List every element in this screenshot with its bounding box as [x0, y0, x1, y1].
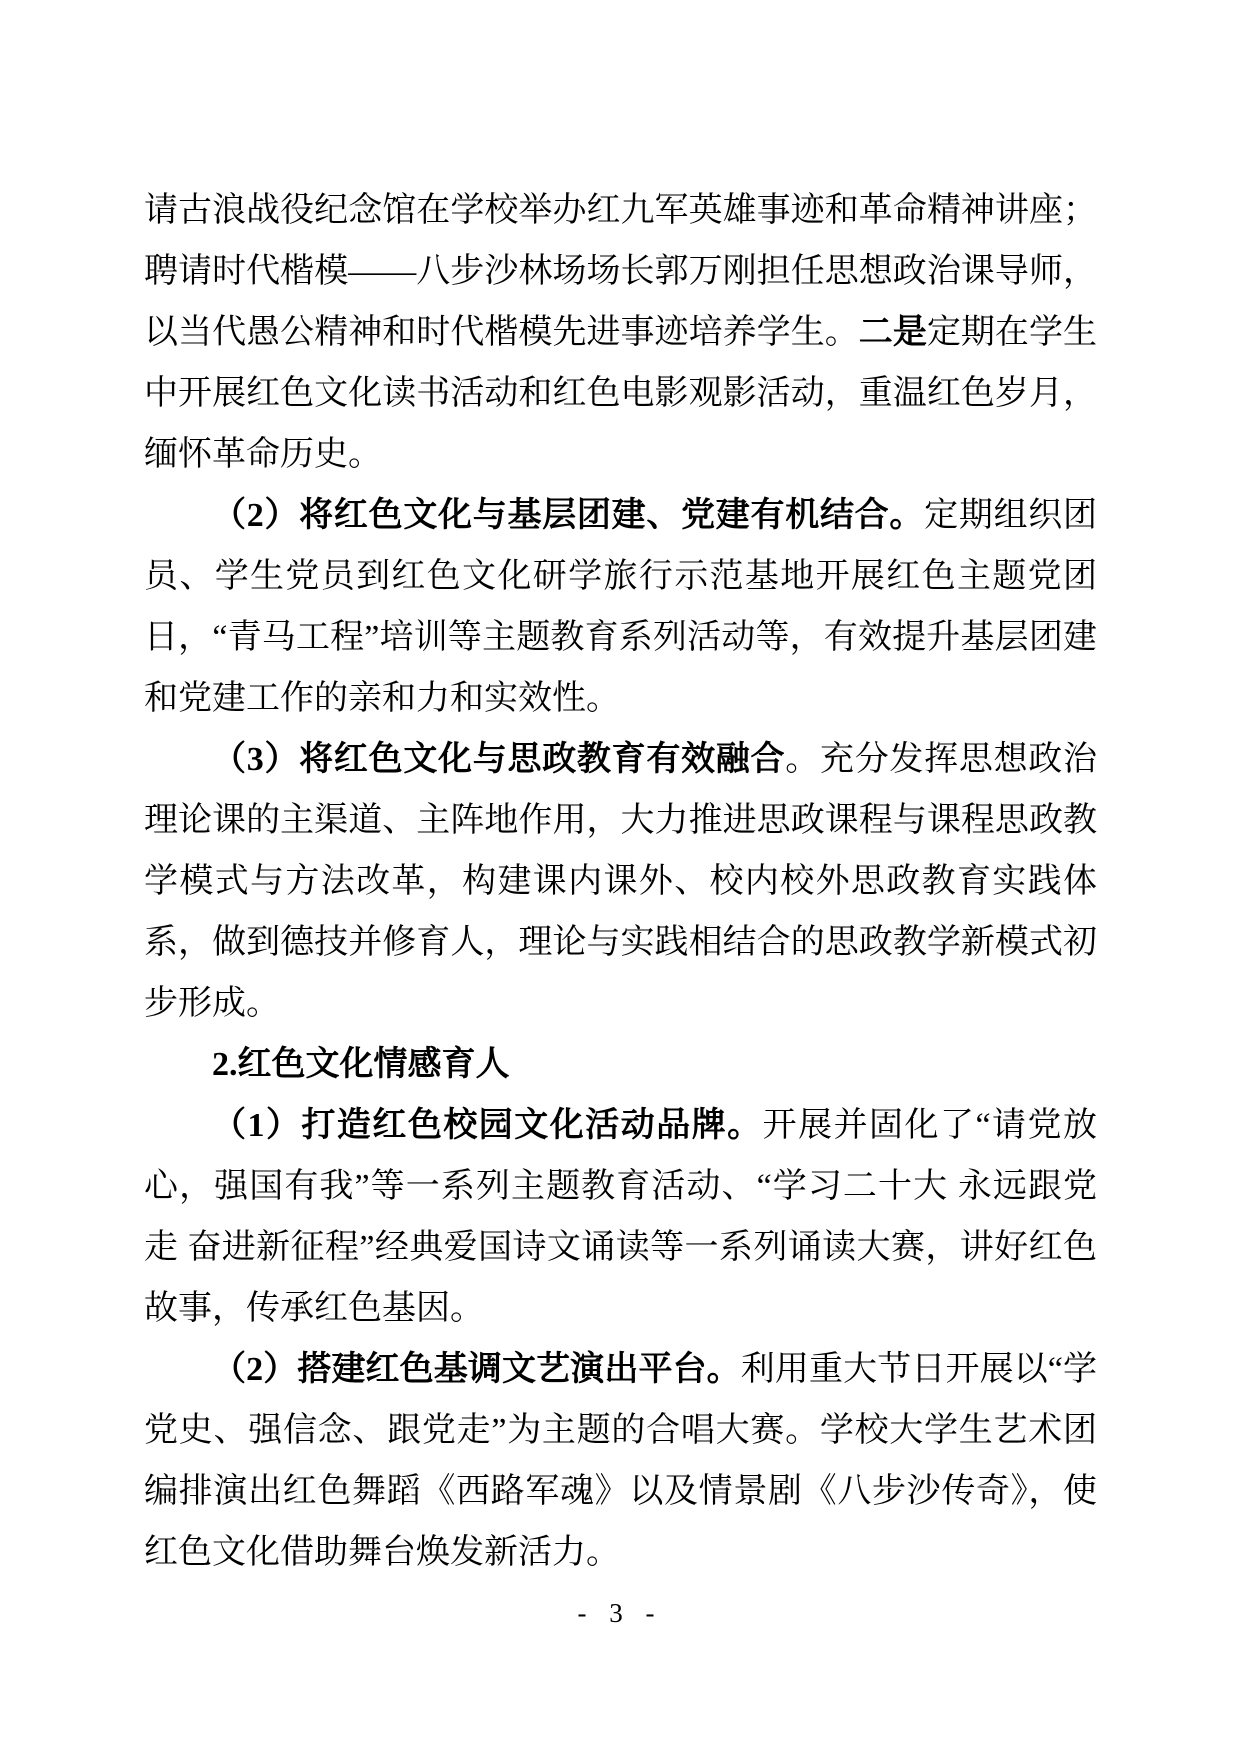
text-run: 定期在学生中开展红色文化读书活动和红色电影观影活动，重温红色岁月，缅怀革命历史。 — [144, 314, 1098, 473]
paragraph — [144, 729, 1097, 1034]
paragraph — [144, 1095, 1097, 1339]
bold-text-run: （3）将红色文化与思政教育有效融合 — [212, 741, 786, 778]
document-body — [144, 180, 1097, 1583]
bold-text-run: （2）将红色文化与基层团建、党建有机结合。 — [212, 497, 925, 534]
paragraph — [144, 1034, 1097, 1095]
text-run: 开展并固化了“请党放心，强国有我”等一系列主题教育活动、“学习二十大 永远跟党走 奋进新征程”经典爱国诗文诵读等一系列诵读大赛，讲好红色故事，传承红色基因。 — [144, 1107, 1098, 1327]
bold-text-run: （1）打造红色校园文化活动品牌。 — [212, 1107, 763, 1144]
text-run: 。充分发挥思想政治理论课的主渠道、主阵地作用，大力推进思政课程与课程思政教学模式与方法改革，构建课内课外、校内校外思政教育实践体系，做到德技并修育人，理论与实践相结合的思政教学新模式初步形成。 — [144, 741, 1098, 1022]
page-footer — [0, 1596, 1240, 1630]
page-number: - 3 - — [577, 1598, 663, 1628]
paragraph — [144, 1339, 1097, 1583]
paragraph — [144, 485, 1097, 729]
text-run: 定期组织团员、学生党员到红色文化研学旅行示范基地开展红色主题党团日，“青马工程”培训等主题教育系列活动等，有效提升基层团建和党建工作的亲和力和实效性。 — [144, 497, 1098, 717]
bold-text-run: 2.红色文化情感育人 — [212, 1046, 510, 1083]
paragraph — [144, 180, 1097, 485]
bold-text-run: 二是 — [858, 314, 927, 351]
bold-text-run: （2）搭建红色基调文艺演出平台。 — [212, 1351, 741, 1388]
text-run: 利用重大节日开展以“学党史、强信念、跟党走”为主题的合唱大赛。学校大学生艺术团编排演出红色舞蹈《西路军魂》以及情景剧《八步沙传奇》，使红色文化借助舞台焕发新活力。 — [144, 1351, 1098, 1571]
text-run: 请古浪战役纪念馆在学校举办红九军英雄事迹和革命精神讲座；聘请时代楷模——八步沙林场场长郭万刚担任思想政治课导师，以当代愚公精神和时代楷模先进事迹培养学生。 — [144, 192, 1097, 351]
